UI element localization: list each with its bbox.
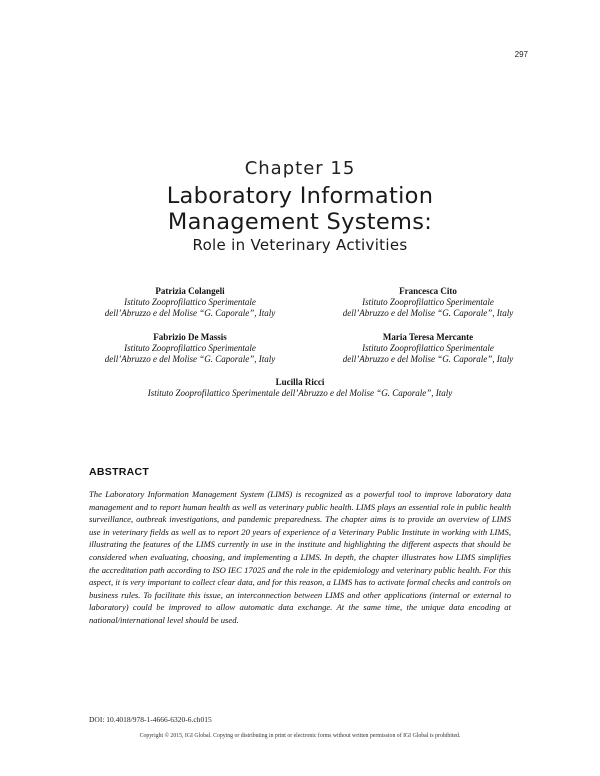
author-affiliation: dell’Abruzzo e del Molise “G. Caporale”, Italy <box>104 308 276 318</box>
author-block <box>80 332 300 365</box>
author-name: Lucilla Ricci <box>275 377 325 387</box>
author-affiliation: dell’Abruzzo e del Molise “G. Caporale”, Italy <box>104 354 276 364</box>
chapter-title-line-2: Management Systems: <box>167 209 433 235</box>
abstract-heading: ABSTRACT <box>89 466 150 478</box>
doi: DOI: 10.4018/978-1-4666-6320-6.ch015 <box>89 715 212 724</box>
author-block <box>318 286 538 319</box>
page-number: 297 <box>514 50 528 59</box>
author-affiliation: dell’Abruzzo e del Molise “G. Caporale”, Italy <box>342 354 514 364</box>
copyright-notice: Copyright © 2015, IGI Global. Copying or distributing in print or electronic forms without written permission of IGI Global is prohibited. <box>139 733 461 739</box>
abstract-body: The Laboratory Information Management System (LIMS) is recognized as a powerful tool to improve laboratory data management and to report human health as well as veterinary public health. LIMS plays an essential role in public health surveillance, outbreak investigations, and pandemic preparedness. The chapter aims is to provide an overview of LIMS use in veterinary fields as well as to report 20 years of experience of a Veterinary Public Institute in working with LIMS, illustrating the features of the LIMS currently in use in the institute and highlighting the different aspects that should be considered when evaluating, choosing, and implementing a LIMS. In depth, the chapter illustrates how LIMS simplifies the accreditation path according to ISO IEC 17025 and the role in the epidemiology and veterinary public health. For this aspect, it is very important to collect clear data, and for this reason, a LIMS has to activate formal checks and controls on business rules. To facilitate this issue, an interconnection between LIMS and other applications (internal or external to laboratory) could be improved to allow automatic data exchange. At the same time, the unique data encoding at national/international level should be used. <box>89 489 511 625</box>
author-name: Fabrizio De Massis <box>153 332 227 342</box>
author-block <box>60 377 540 399</box>
author-name: Maria Teresa Mercante <box>382 332 474 342</box>
chapter-title <box>0 183 600 235</box>
author-affiliation: Istituto Zooprofilattico Sperimentale <box>362 343 494 353</box>
author-affiliation: dell’Abruzzo e del Molise “G. Caporale”, Italy <box>342 308 514 318</box>
author-block <box>80 286 300 319</box>
author-block <box>318 332 538 365</box>
author-affiliation: Istituto Zooprofilattico Sperimentale dell’Abruzzo e del Molise “G. Caporale”, Italy <box>147 388 453 398</box>
chapter-subtitle: Role in Veterinary Activities <box>192 236 408 254</box>
chapter-title-line-1: Laboratory Information <box>166 183 434 209</box>
author-affiliation: Istituto Zooprofilattico Sperimentale <box>362 297 494 307</box>
author-name: Francesca Cito <box>399 286 457 296</box>
author-name: Patrizia Colangeli <box>155 286 225 296</box>
author-affiliation: Istituto Zooprofilattico Sperimentale <box>124 297 256 307</box>
chapter-label: Chapter 15 <box>244 158 356 179</box>
author-affiliation: Istituto Zooprofilattico Sperimentale <box>124 343 256 353</box>
